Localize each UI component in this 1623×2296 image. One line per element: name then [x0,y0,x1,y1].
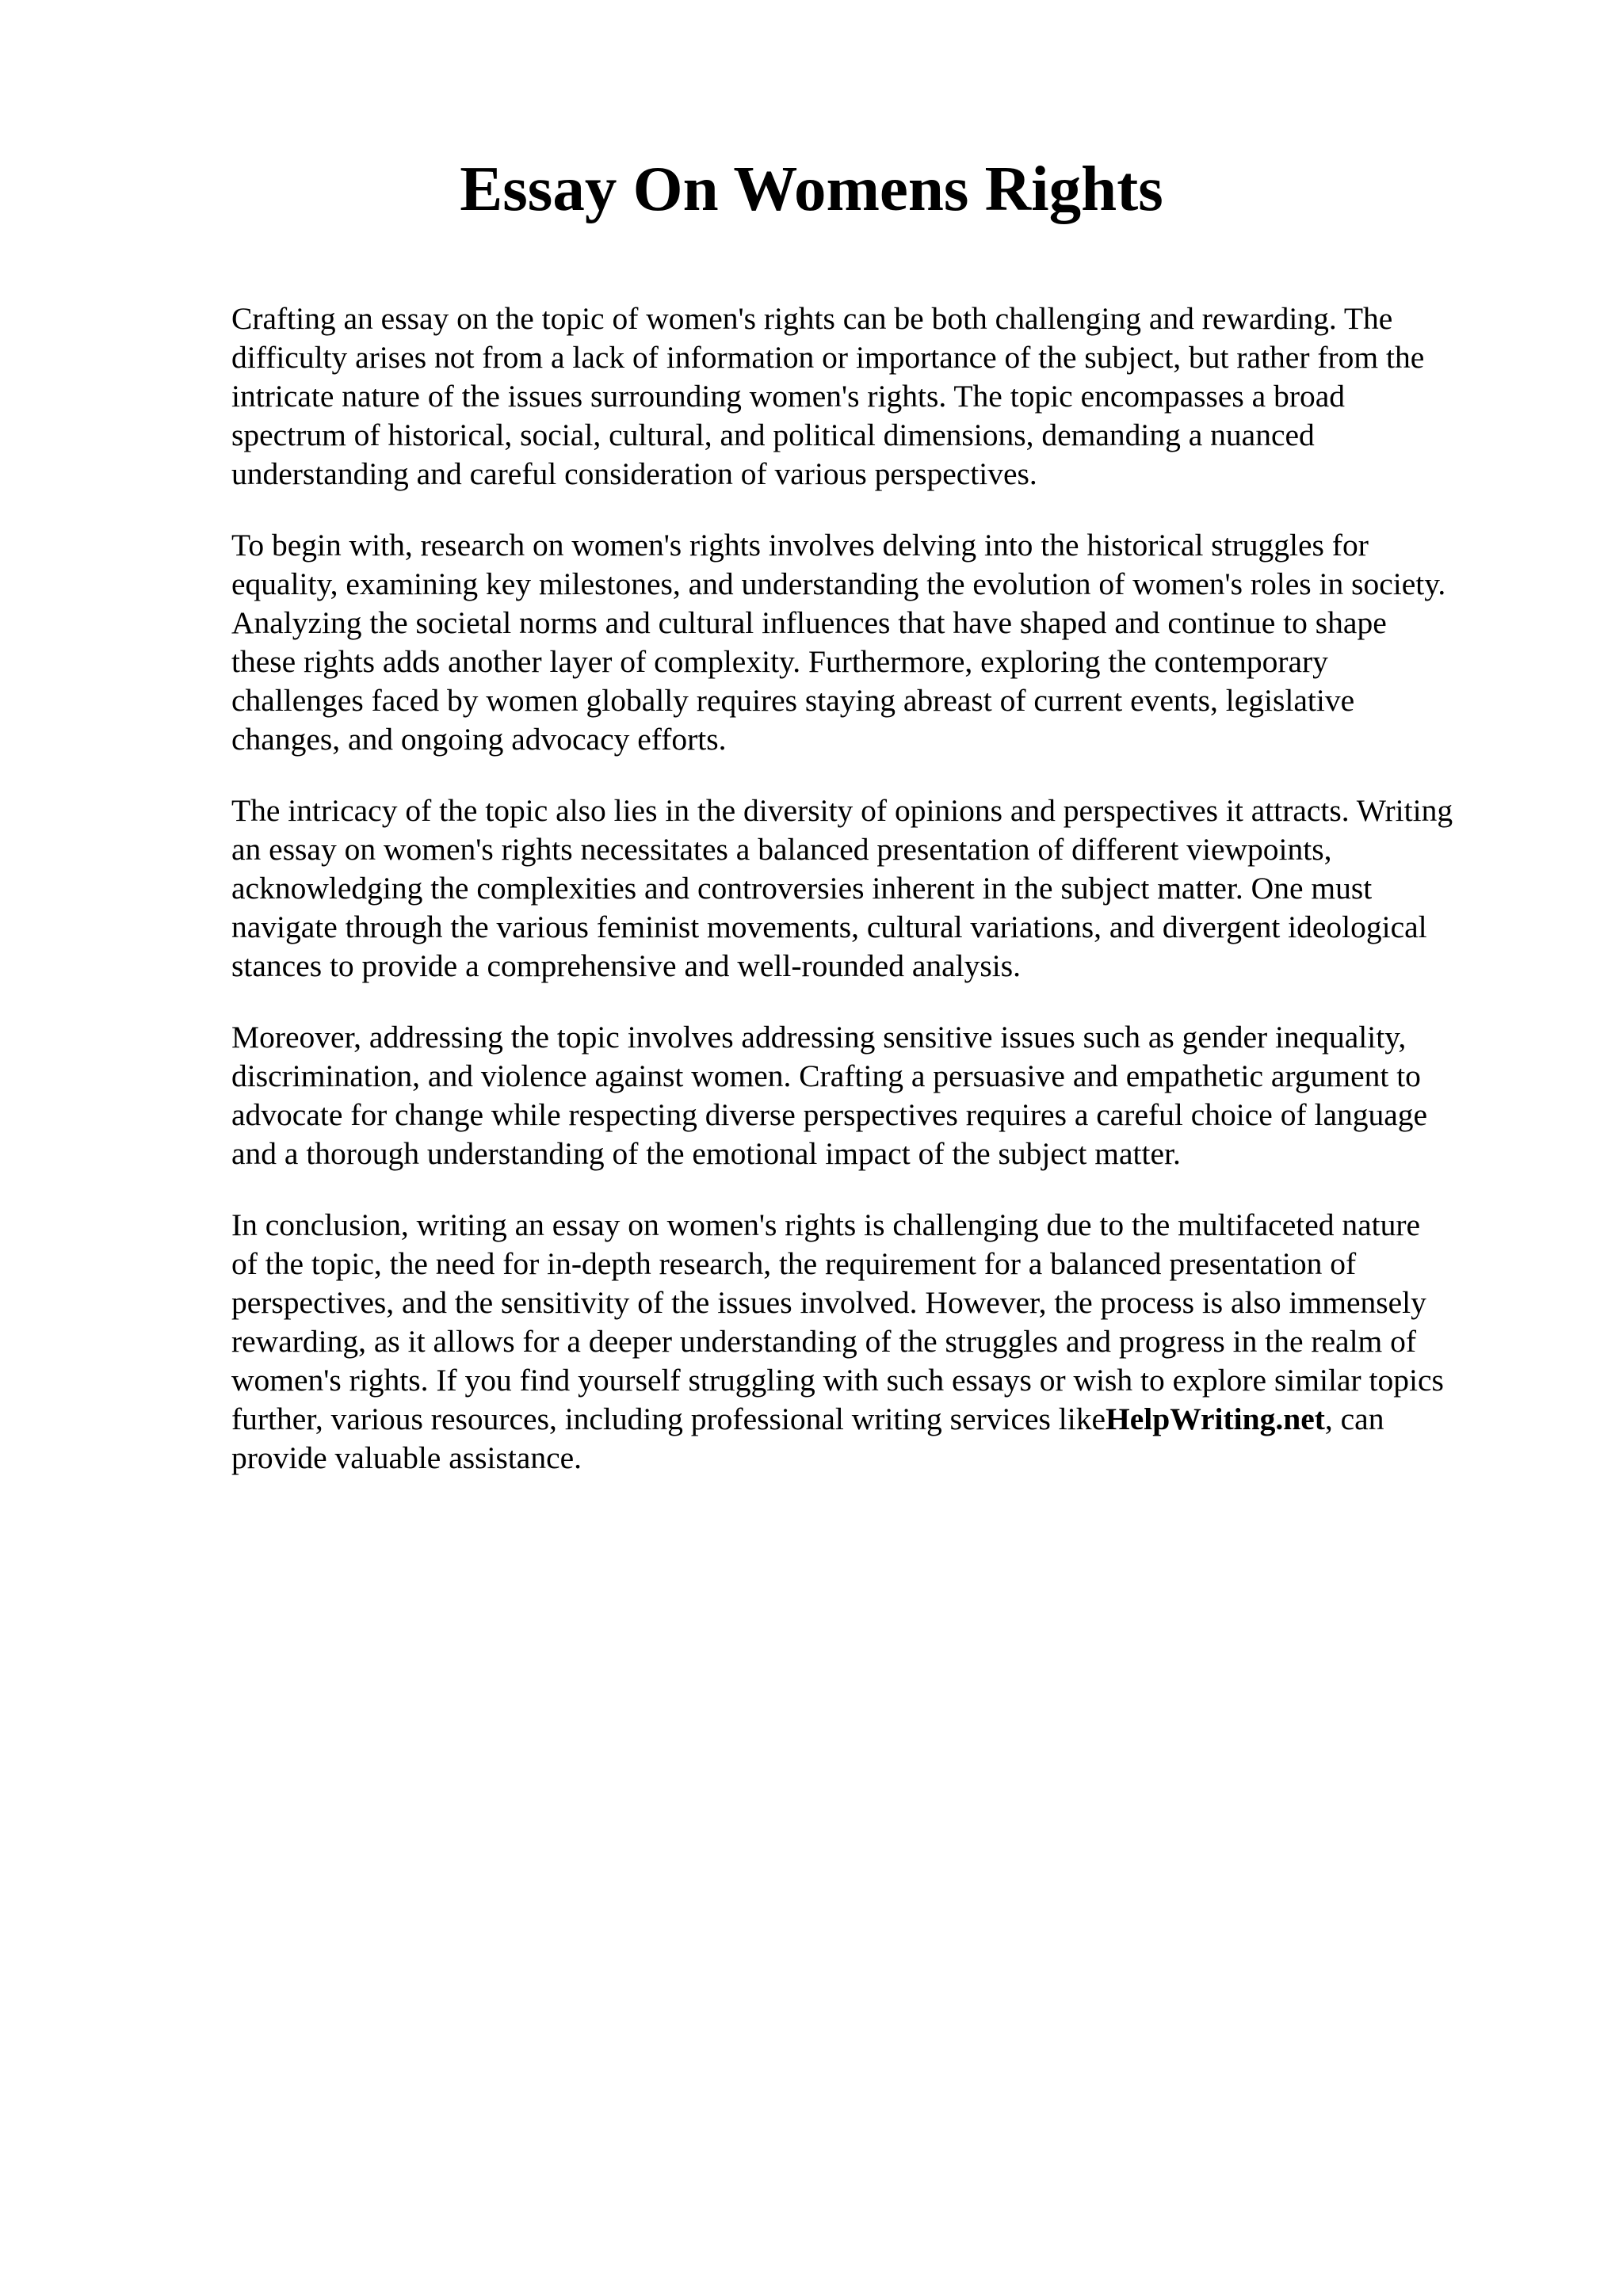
text-line: acknowledging the complexities and controversies inherent in the subject matter. One must [231,871,1373,906]
text-line: stances to provide a comprehensive and well-rounded analysis. [231,948,1021,983]
text-line: and a thorough understanding of the emotional impact of the subject matter. [231,1136,1181,1171]
text-line: provide valuable assistance. [231,1440,582,1475]
text-line: intricate nature of the issues surrounding women's rights. The topic encompasses a broad [231,379,1346,414]
text-line: women's rights. If you find yourself struggling with such essays or wish to explore similar topics [231,1363,1444,1398]
essay-body [231,299,1531,1510]
text-line-with-link [231,1400,1531,1439]
text-line: navigate through the various feminist movements, cultural variations, and divergent ideological [231,910,1427,944]
text-line: understanding and careful consideration of various perspectives. [231,456,1037,491]
text-line: The intricacy of the topic also lies in the diversity of opinions and perspectives it attracts. Writing [231,793,1453,828]
text-line: Analyzing the societal norms and cultural influences that have shaped and continue to shape [231,605,1387,640]
text-line: Crafting an essay on the topic of women's rights can be both challenging and rewarding. The [231,301,1393,336]
text-line: perspectives, and the sensitivity of the issues involved. However, the process is also immensely [231,1285,1426,1320]
text-line: Moreover, addressing the topic involves addressing sensitive issues such as gender inequality, [231,1020,1407,1055]
text-line: discrimination, and violence against women. Crafting a persuasive and empathetic argument to [231,1058,1421,1093]
text-line: rewarding, as it allows for a deeper understanding of the struggles and progress in the realm of [231,1324,1417,1359]
paragraph-1 [231,299,1531,494]
text-line: these rights adds another layer of complexity. Furthermore, exploring the contemporary [231,644,1328,679]
text-line: difficulty arises not from a lack of information or importance of the subject, but rather from the [231,340,1425,375]
text-line: In conclusion, writing an essay on women's rights is challenging due to the multifaceted nature [231,1207,1421,1242]
text-line: advocate for change while respecting diverse perspectives requires a careful choice of language [231,1097,1428,1132]
page-title: Essay On Womens Rights [460,153,1163,224]
text-line: challenges faced by women globally requires staying abreast of current events, legislative [231,683,1355,718]
text-line: changes, and ongoing advocacy efforts. [231,722,727,757]
helpwriting-link[interactable]: HelpWriting.net [1106,1402,1325,1436]
paragraph-5 [231,1206,1531,1478]
paragraph-3 [231,791,1531,986]
paragraph-4 [231,1018,1531,1173]
text-line: an essay on women's rights necessitates a balanced presentation of different viewpoints, [231,832,1332,867]
text-line: To begin with, research on women's rights involves delving into the historical struggles for [231,528,1369,563]
text-fragment: further, various resources, including professional writing services like [231,1402,1106,1436]
text-line: equality, examining key milestones, and understanding the evolution of women's roles in society. [231,566,1446,601]
text-line: of the topic, the need for in-depth research, the requirement for a balanced presentation of [231,1246,1357,1281]
paragraph-2 [231,526,1531,759]
text-fragment: , can [1324,1402,1384,1436]
text-line: spectrum of historical, social, cultural, and political dimensions, demanding a nuanced [231,418,1315,452]
